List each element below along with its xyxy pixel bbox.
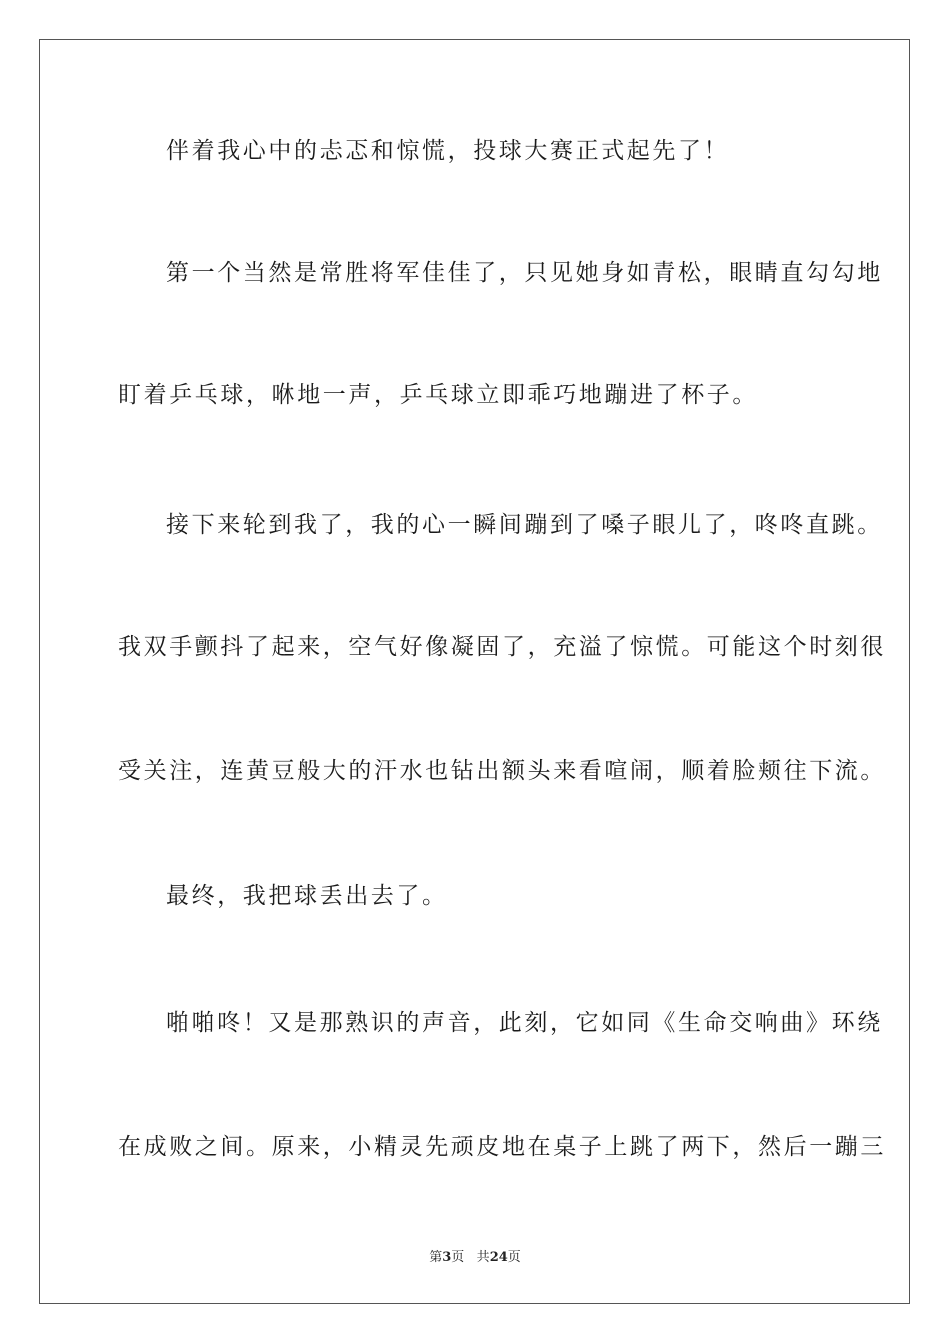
paragraph-line-3: 盯着乒乓球，咻地一声，乒乓球立即乖巧地蹦进了杯子。 xyxy=(118,382,758,408)
total-prefix: 共 xyxy=(476,1250,490,1265)
paragraph-line-5: 我双手颤抖了起来，空气好像凝固了，充溢了惊慌。可能这个时刻很 xyxy=(118,634,886,660)
page-suffix: 页 xyxy=(451,1250,465,1265)
paragraph-line-6: 受关注，连黄豆般大的汗水也钻出额头来看喧闹，顺着脸颊往下流。 xyxy=(118,758,886,784)
total-pages: 24 xyxy=(489,1250,508,1265)
paragraph-line-2: 第一个当然是常胜将军佳佳了，只见她身如青松，眼睛直勾勾地 xyxy=(166,260,883,286)
paragraph-line-1: 伴着我心中的忐忑和惊慌，投球大赛正式起先了！ xyxy=(166,138,730,164)
paragraph-line-9: 在成败之间。原来，小精灵先顽皮地在桌子上跳了两下，然后一蹦三 xyxy=(118,1134,886,1160)
page-prefix: 第 xyxy=(429,1250,443,1265)
page-border xyxy=(39,39,910,1304)
page-number: 3 xyxy=(442,1250,452,1265)
paragraph-line-7: 最终，我把球丢出去了。 xyxy=(166,883,448,909)
total-suffix: 页 xyxy=(507,1250,521,1265)
paragraph-line-8: 啪啪咚！又是那熟识的声音，此刻，它如同《生命交响曲》环绕 xyxy=(166,1010,883,1036)
paragraph-line-4: 接下来轮到我了，我的心一瞬间蹦到了嗓子眼儿了，咚咚直跳。 xyxy=(166,512,883,538)
page-footer xyxy=(0,1246,950,1265)
